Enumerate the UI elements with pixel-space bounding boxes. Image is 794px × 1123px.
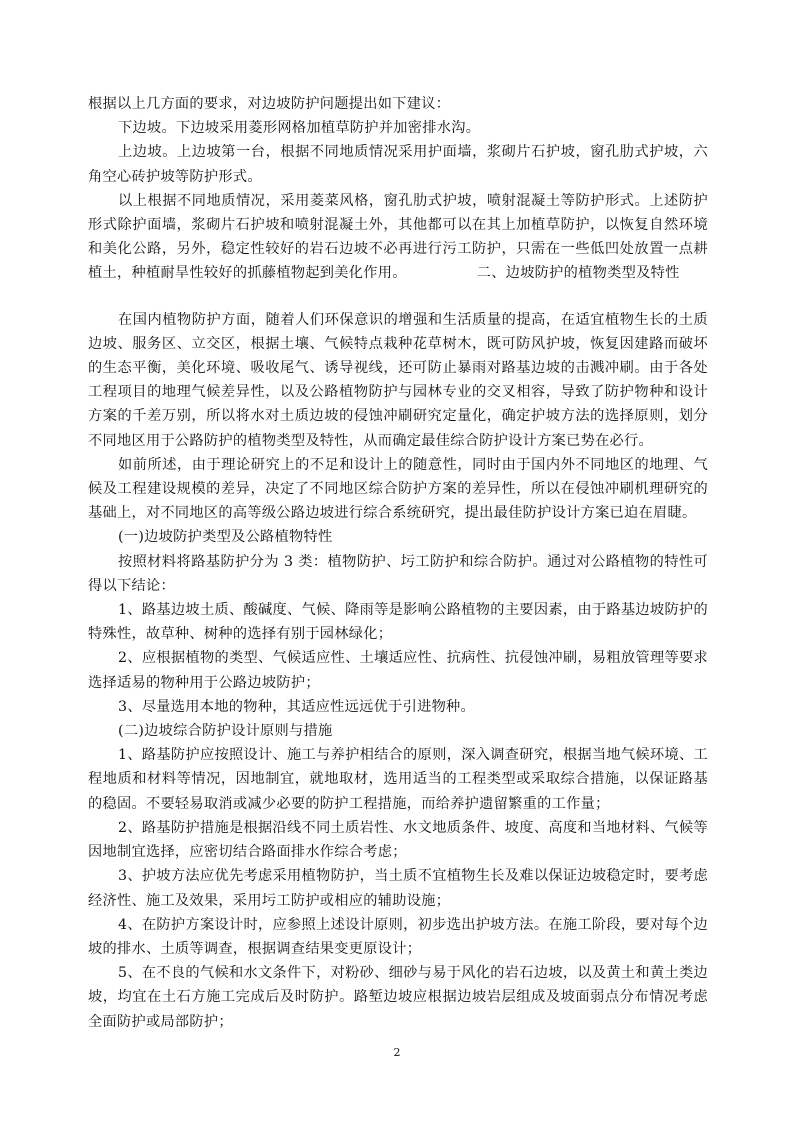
paragraph: 根据以上几方面的要求，对边坡防护问题提出如下建议： (88, 96, 451, 112)
paragraph: 按照材料将路基防护分为 3 类：植物防护、圬工防护和综合防护。通过对公路植物的特性可得以下结论： (88, 553, 708, 594)
paragraph: 5、在不良的气候和水文条件下，对粉砂、细砂与易于风化的岩石边坡，以及黄土和黄土类边坡，均宜在土石方施工完成后及时防护。路堑边坡应根据边坡岩层组成及坡面弱点分布情况考虑全面防护或局部防护； (88, 965, 708, 1030)
body-text (88, 92, 708, 1034)
paragraph-group-bottom (88, 308, 708, 1034)
section-heading: 二、边坡防护的植物类型及特性 (476, 265, 680, 282)
spacer (88, 286, 708, 308)
paragraph: 1、路基边坡土质、酸碱度、气候、降雨等是影响公路植物的主要因素，由于路基边坡防护的特殊性，故草种、树种的选择有别于园林绿化； (88, 602, 708, 643)
paragraph: 上边坡。上边坡第一台，根据不同地质情况采用护面墙，浆砌片石护坡，窗孔肋式护坡，六角空心砖护坡等防护形式。 (88, 144, 708, 185)
page-number: 2 (393, 1046, 401, 1059)
paragraph: 1、路基防护应按照设计、施工与养护相结合的原则，深入调查研究，根据当地气候环境、工程地质和材料等情况，因地制宜，就地取材，选用适当的工程类型或采取综合措施，以保证路基的稳固。不要轻易取消或减少必要的防护工程措施，而给养护遗留繁重的工作量； (88, 747, 708, 812)
paragraph: 在国内植物防护方面，随着人们环保意识的增强和生活质量的提高，在适宜植物生长的土质边坡、服务区、立交区，根据土壤、气候特点栽种花草树木，既可防风护坡，恢复因建路而破坏的生态平衡，美化环境、吸收尾气、诱导视线，还可防止暴雨对路基边坡的击溅冲刷。由于各处工程项目的地理气候差异性，以及公路植物防护与园林专业的交叉相容，导致了防护物种和设计方案的千差万别，所以将水对土质边坡的侵蚀冲刷研究定量化，确定护坡方法的选择原则，划分不同地区用于公路防护的植物类型及特性，从而确定最佳综合防护设计方案已势在必行。 (88, 311, 708, 449)
paragraph: 如前所述，由于理论研究上的不足和设计上的随意性，同时由于国内外不同地区的地理、气候及工程建设规模的差异，决定了不同地区综合防护方案的差异性，所以在侵蚀冲刷机理研究的基础上，对不同地区的高等级公路边坡进行综合系统研究，提出最佳防护设计方案已迫在眉睫。 (88, 456, 708, 522)
paragraph: 下边坡。下边坡采用菱形网格加植草防护并加密排水沟。 (118, 120, 481, 137)
paragraph: (一)边坡防护类型及公路植物特性 (118, 529, 333, 546)
paragraph: (二)边坡综合防护设计原则与措施 (118, 723, 333, 740)
paragraph: 2、应根据植物的类型、气候适应性、土壤适应性、抗病性、抗侵蚀冲刷，易粗放管理等要求选择适易的物种用于公路边坡防护； (88, 650, 708, 691)
paragraph: 3、护坡方法应优先考虑采用植物防护，当土质不宜植物生长及难以保证边坡稳定时，要考虑经济性、施工及效果，采用圬工防护或相应的辅助设施； (88, 868, 708, 909)
paragraph (88, 189, 708, 286)
paragraph: 2、路基防护措施是根据沿线不同土质岩性、水文地质条件、坡度、高度和当地材料、气候等因地制宜选择，应密切结合路面排水作综合考虑； (88, 819, 708, 861)
paragraph-text: 以上根据不同地质情况，采用菱菜风格，窗孔肋式护坡，喷射混凝土等防护形式。上述防护形式除护面墙，浆砌片石护坡和喷射混凝土外，其他都可以在其上加植草防护，以恢复自然环境和美化公路，另外，稳定性较好的岩石边坡不必再进行污工防护，只需在一些低凹处放置一点耕植土，种植耐旱性较好的抓藤植物起到美化作用。 (88, 192, 708, 282)
paragraph: 4、在防护方案设计时，应参照上述设计原则，初步选出护坡方法。在施工阶段，要对每个边坡的排水、土质等调查，根据调查结果变更原设计； (88, 916, 708, 957)
paragraph-group-top (88, 92, 708, 189)
paragraph: 3、尽量选用本地的物种，其适应性远远优于引进物种。 (118, 698, 476, 715)
